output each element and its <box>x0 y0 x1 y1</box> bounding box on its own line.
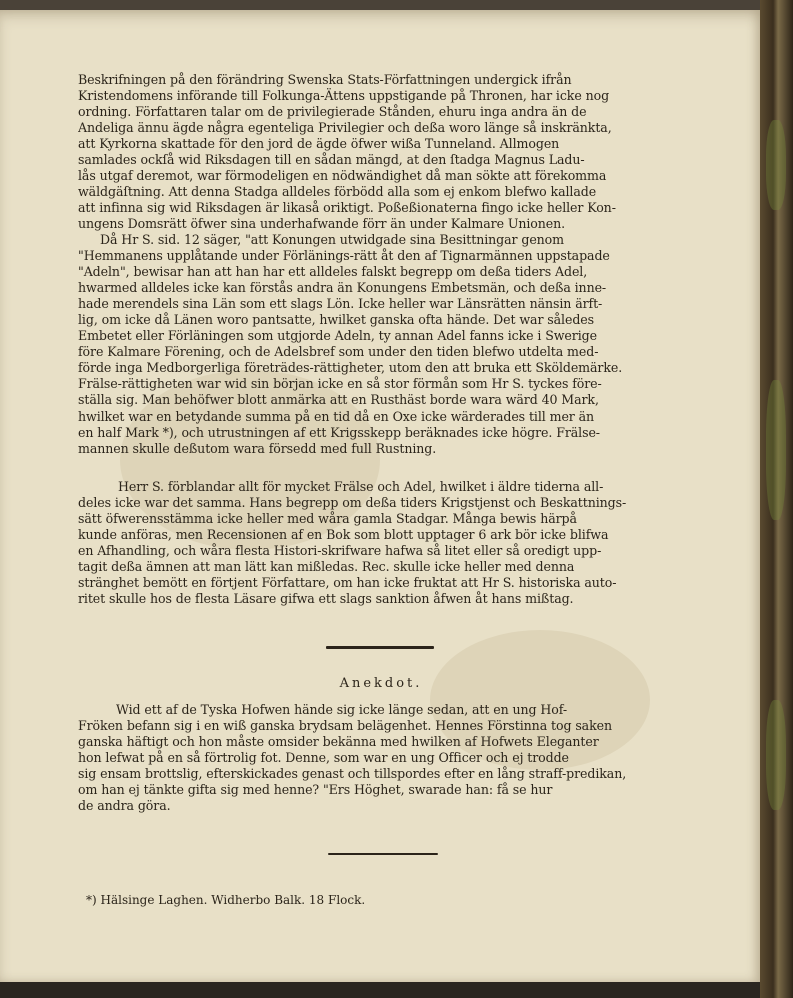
text-line: om han ej tänkte gifta sig med henne? "Ers Höghet, swarade han: få se hur <box>78 782 553 798</box>
text-line: en half Mark *), och utrustningen af ett Krigsskepp beräknades icke högre. Frälse- <box>78 424 600 440</box>
text-line: förde inga Medborgerliga företrädes-rättigheter, utom den att bruka ett Sköldemärke. <box>78 360 623 376</box>
text-line: att infinna sig wid Riksdagen är likaså oriktigt. Poßeßionaterna fingo icke heller Kon- <box>78 200 616 216</box>
text-line: Kristendomens införande till Folkunga-Ättens uppstigande på Thronen, har icke nog <box>78 88 610 104</box>
text-line: de andra göra. <box>78 798 171 814</box>
text-line: Då Hr S. sid. 12 säger, "att Konungen utwidgade sina Besittningar genom <box>100 232 565 247</box>
text-line: hade merendels sina Län som ett slags Lön. Icke heller war Länsrätten nänsin ärft- <box>78 296 603 312</box>
footnote: *) Hälsinge Laghen. Widherbo Balk. 18 Flock. <box>86 893 366 907</box>
paragraph-4 <box>78 702 678 814</box>
text-line: sätt öfwerensstämma icke heller med wåra gamla Stadgar. Många bewis härpå <box>78 511 577 527</box>
binding-texture <box>766 380 786 520</box>
text-line: wäldgäſtning. Att denna Stadga alldeles förbödd alla som ej enkom blefwo kallade <box>78 184 597 200</box>
text-line: sig ensam brottslig, efterskickades genast och tillspordes efter en lång straff-predikan, <box>78 766 627 782</box>
text-line: ställa sig. Man behöfwer blott anmärka att en Rusthäst borde wara wärd 40 Mark, <box>78 392 599 408</box>
text-line: "Hemmanens upplåtande under Förlänings-rätt åt den af Tignarmännen uppstapade <box>78 248 610 264</box>
text-line: att Kyrkorna skattade för den jord de ägde öfwer wißa Tunneland. Allmogen <box>78 136 560 152</box>
text-line: före Kalmare Förening, och de Adelsbref som under den tiden blefwo utdelta med- <box>78 344 599 360</box>
binding-texture <box>766 700 786 810</box>
binding-texture <box>766 120 786 210</box>
text-line: ungens Domsrätt öfwer sina underhafwande förr än under Kalmare Unionen. <box>78 216 566 232</box>
text-line: deles icke war det samma. Hans begrepp om deßa tiders Krigstjenst och Beskattnings- <box>78 495 627 511</box>
text-line: hwilket war en betydande summa på en tid då en Oxe icke wärderades till mer än <box>78 408 595 424</box>
text-line: hwarmed alldeles icke kan förstås andra än Konungens Embetsmän, och deßa inne- <box>78 280 607 296</box>
text-line: Frälse-rättigheten war wid sin början icke en så stor förmån som Hr S. tyckes före- <box>78 376 602 392</box>
text-line: ordning. Författaren talar om de privilegierade Stånden, ehuru inga andra än de <box>78 104 587 120</box>
text-line: hon lefwat på en så förtrolig fot. Denne, som war en ung Officer och ej trodde <box>78 750 569 766</box>
section-divider <box>326 646 434 649</box>
paragraph-1 <box>78 72 678 232</box>
text-line: Beskrifningen på den förändring Swenska Stats-Författningen undergick ifrån <box>78 72 572 87</box>
document-page <box>0 10 762 982</box>
text-line: "Adeln", bewisar han att han har ett alldeles falskt begrepp om deßa tiders Adel, <box>78 264 588 280</box>
text-line: stränghet bemött en förtjent Författare, om han icke fruktat att Hr S. historiska auto- <box>78 575 617 591</box>
text-line: Fröken befann sig i en wiß ganska brydsam belägenhet. Hennes Förstinna tog saken <box>78 718 612 734</box>
section-divider <box>328 853 438 855</box>
text-line: tagit deßa ämnen att man lätt kan mißledas. Rec. skulle icke heller med denna <box>78 559 575 575</box>
anekdot-heading: Anekdot. <box>339 676 423 691</box>
book-binding <box>760 0 793 998</box>
text-line: kunde anföras, men Recensionen af en Bok som blott upptager 6 ark bör icke blifwa <box>78 527 609 543</box>
text-line: Herr S. förblandar allt för mycket Frälse och Adel, hwilket i äldre tiderna all- <box>118 479 604 494</box>
text-line: Embetet eller Förläningen som utgjorde Adeln, ty annan Adel fanns icke i Swerige <box>78 328 597 344</box>
text-line: ganska häftigt och hon måste omsider bekänna med hwilken af Hofwets Eleganter <box>78 734 599 750</box>
text-line: lig, om icke då Länen woro pantsatte, hwilket ganska ofta hände. Det war således <box>78 312 595 328</box>
text-line: samlades ockſå wid Riksdagen till en sådan mängd, at den ſtadga Magnus Ladu- <box>78 152 585 168</box>
paragraph-3 <box>78 479 678 607</box>
text-line: mannen skulle deßutom wara försedd med full Rustning. <box>78 440 437 456</box>
text-line: en Afhandling, och wåra flesta Histori-skrifware hafwa så litet eller så oredigt upp- <box>78 543 602 559</box>
paragraph-2 <box>78 232 678 457</box>
text-line: Andeliga ännu ägde några egenteliga Privilegier och deßa woro länge så inskränkta, <box>78 120 612 136</box>
text-line: lås utgaf deremot, war förmodeligen en nödwändighet då man sökte att förekomma <box>78 168 607 184</box>
text-line: Wid ett af de Tyska Hofwen hände sig icke länge sedan, att en ung Hof- <box>116 702 568 717</box>
text-line: ritet skulle hos de flesta Läsare gifwa ett slags sanktion åfwen åt hans mißtag. <box>78 591 574 607</box>
